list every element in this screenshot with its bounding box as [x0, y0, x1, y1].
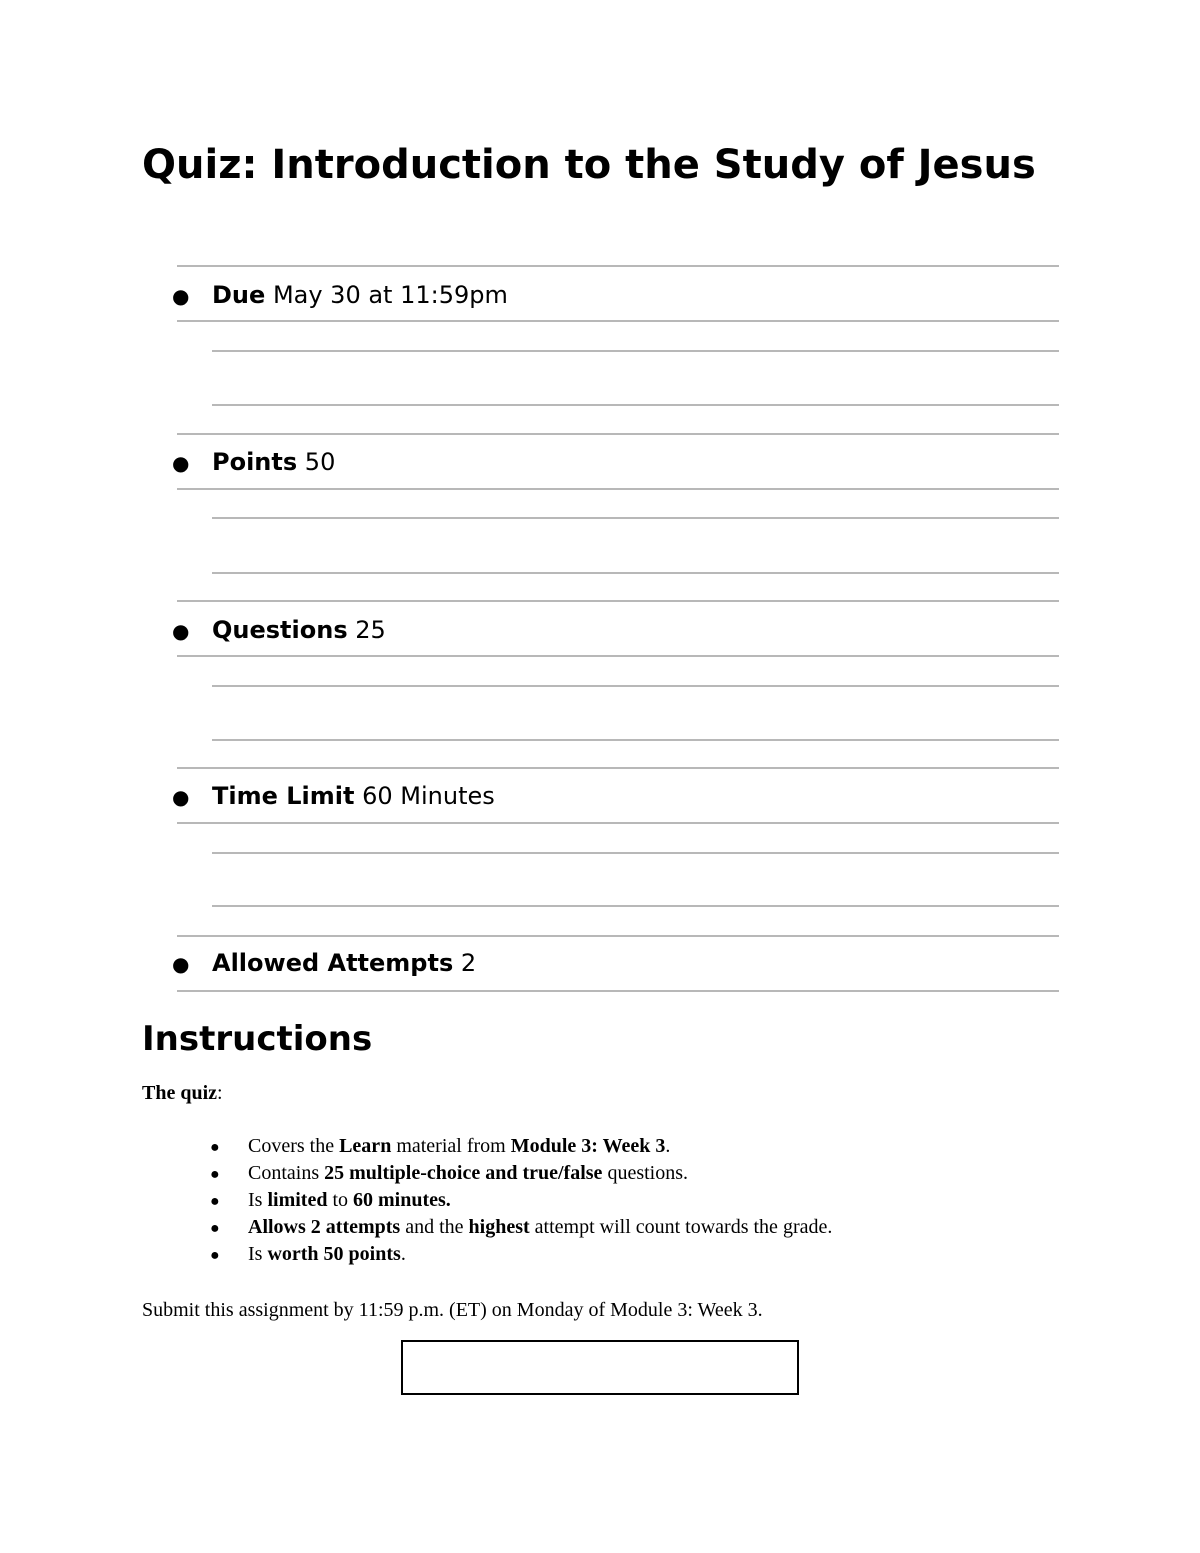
- item-text: to: [327, 1189, 354, 1211]
- detail-value: 50: [304, 448, 336, 476]
- bullet-icon: ●: [210, 1193, 220, 1210]
- detail-questions: [172, 615, 386, 646]
- divider: [212, 517, 1059, 519]
- detail-label: Allowed Attempts: [212, 949, 454, 977]
- instructions-heading: Instructions: [142, 1019, 373, 1059]
- detail-value: 2: [460, 949, 477, 977]
- bullet-icon: ●: [210, 1220, 220, 1237]
- item-text: Covers the: [248, 1135, 340, 1157]
- bullet-icon: ●: [172, 952, 190, 976]
- divider: [212, 905, 1059, 907]
- list-item: [210, 1133, 832, 1160]
- page-title: Quiz: Introduction to the Study of Jesus: [142, 142, 1036, 188]
- divider: [177, 822, 1059, 824]
- bullet-icon: ●: [172, 785, 190, 809]
- item-emphasis: worth 50 points: [267, 1243, 401, 1265]
- divider: [177, 767, 1059, 769]
- detail-allowed-attempts: [172, 948, 476, 979]
- list-item: [210, 1160, 832, 1187]
- bullet-icon: ●: [172, 619, 190, 643]
- divider: [212, 572, 1059, 574]
- bullet-icon: ●: [210, 1166, 220, 1183]
- detail-value: 60 Minutes: [362, 782, 495, 810]
- item-text: .: [665, 1135, 671, 1157]
- divider: [212, 685, 1059, 687]
- instructions-lead: [142, 1080, 223, 1106]
- item-text: Is: [248, 1243, 268, 1265]
- empty-box: [401, 1340, 799, 1395]
- item-emphasis: limited: [267, 1189, 328, 1211]
- divider: [212, 350, 1059, 352]
- detail-value: 25: [355, 616, 386, 644]
- detail-due: [172, 280, 508, 311]
- divider: [177, 265, 1059, 267]
- item-emphasis: 25 multiple-choice and true/false: [324, 1162, 603, 1184]
- item-emphasis: 60 minutes.: [353, 1189, 451, 1211]
- item-emphasis: Learn: [339, 1135, 392, 1157]
- divider: [212, 404, 1059, 406]
- divider: [212, 852, 1059, 854]
- list-item: [210, 1214, 832, 1241]
- list-item: [210, 1241, 832, 1268]
- item-text: questions.: [602, 1162, 688, 1184]
- divider: [212, 739, 1059, 741]
- detail-points: [172, 447, 335, 478]
- lead-text: The quiz: [142, 1082, 218, 1104]
- divider: [177, 935, 1059, 937]
- item-text: Is: [248, 1189, 268, 1211]
- bullet-icon: ●: [210, 1247, 220, 1264]
- bullet-icon: ●: [210, 1139, 220, 1156]
- bullet-icon: ●: [172, 451, 190, 475]
- detail-label: Questions: [212, 616, 348, 644]
- item-emphasis: highest: [468, 1216, 530, 1238]
- item-text: attempt will count towards the grade.: [529, 1216, 833, 1238]
- divider: [177, 488, 1059, 490]
- detail-label: Points: [212, 448, 298, 476]
- divider: [177, 655, 1059, 657]
- detail-label: Time Limit: [212, 782, 355, 810]
- item-text: .: [400, 1243, 406, 1265]
- detail-label: Due: [212, 281, 266, 309]
- list-item: [210, 1187, 832, 1214]
- item-text: and the: [400, 1216, 469, 1238]
- item-emphasis: Allows 2 attempts: [248, 1216, 401, 1238]
- item-text: Contains: [248, 1162, 325, 1184]
- submit-note: Submit this assignment by 11:59 p.m. (ET) on Monday of Module 3: Week 3.: [142, 1299, 763, 1321]
- divider: [177, 600, 1059, 602]
- divider: [177, 320, 1059, 322]
- divider: [177, 990, 1059, 992]
- instructions-list: [210, 1133, 832, 1268]
- lead-suffix: :: [217, 1082, 223, 1104]
- item-emphasis: Module 3: Week 3: [510, 1135, 666, 1157]
- detail-value: May 30 at 11:59pm: [272, 281, 508, 309]
- divider: [177, 433, 1059, 435]
- item-text: material from: [391, 1135, 511, 1157]
- bullet-icon: ●: [172, 284, 190, 308]
- detail-time-limit: [172, 781, 495, 812]
